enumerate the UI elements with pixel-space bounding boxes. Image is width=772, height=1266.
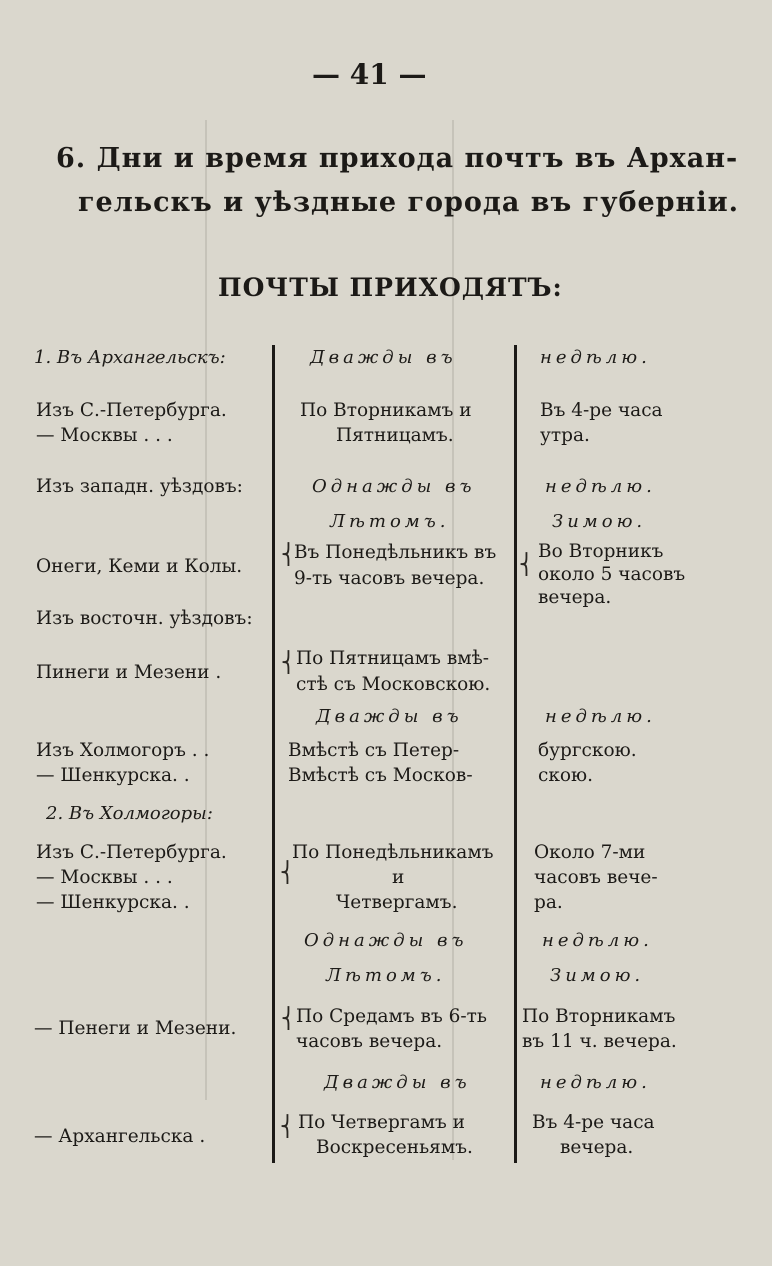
brace-icon: ⎨	[281, 650, 296, 674]
season-summer: Лѣтомъ.	[326, 965, 446, 986]
arrival-time-cont: вечера.	[560, 1137, 634, 1158]
arrival-time: Во Вторникъ	[538, 541, 664, 562]
origin-western-districts: Изъ западн. уѣздовъ:	[36, 476, 243, 497]
origin-onega: Онеги, Кеми и Колы.	[36, 556, 243, 577]
origin-shenkursk: — Шенкурска. .	[36, 892, 190, 913]
frequency-twice: Дважды въ	[310, 347, 457, 368]
arrival-days-cont: Пятницамъ.	[336, 425, 454, 446]
season-winter: Зимою.	[552, 511, 647, 532]
arrival-days-cont: и	[392, 867, 405, 888]
table-heading: ПОЧТЫ ПРИХОДЯТЪ:	[218, 273, 563, 302]
brace-icon: ⎨	[280, 860, 295, 884]
brace-icon: ⎨	[519, 552, 534, 576]
arrival-days-cont: Воскресеньямъ.	[316, 1137, 473, 1158]
section-title-line-1: 6. Дни и время прихода почтъ въ Архан-	[56, 143, 739, 174]
section-title-line-2: гельскъ и уѣздные города въ губерніи.	[78, 187, 740, 218]
brace-icon: ⎨	[280, 1114, 295, 1138]
frequency-week: недѣлю.	[545, 476, 656, 497]
arrival-time-cont: часовъ вече-	[534, 867, 658, 888]
arrival-days: По Средамъ въ 6-ть	[296, 1006, 487, 1027]
origin-pinega: Пинеги и Мезени .	[36, 662, 222, 683]
origin-kholmogory: Изъ Холмогоръ . .	[36, 740, 210, 761]
arrival-time: бургскою.	[538, 740, 637, 761]
origin-spb: Изъ С.-Петербурга.	[36, 842, 227, 863]
origin-moscow: — Москвы . . .	[36, 867, 173, 888]
frequency-week: недѣлю.	[542, 930, 653, 951]
arrival-days-cont: Четвергамъ.	[336, 892, 458, 913]
arrival-time-cont: утра.	[540, 425, 590, 446]
frequency-week: недѣлю.	[540, 1072, 651, 1093]
arrival-days-cont: 9-ть часовъ вечера.	[294, 568, 485, 589]
frequency-once: Однажды въ	[304, 930, 468, 951]
arrival-time: Около 7-ми	[534, 842, 646, 863]
arrival-days: По Пятницамъ вмѣ-	[296, 648, 490, 669]
frequency-twice: Дважды въ	[324, 1072, 471, 1093]
brace-icon: ⎨	[281, 1006, 296, 1030]
arrival-days: Вмѣстѣ съ Петер-	[288, 740, 460, 761]
arrival-time: По Вторникамъ	[522, 1006, 676, 1027]
section-heading-arkhangelsk: 1. Въ Архангельскъ:	[34, 347, 226, 368]
arrival-time-cont: вечера.	[538, 587, 612, 608]
origin-spb: Изъ С.-Петербурга.	[36, 400, 227, 421]
origin-moscow: — Москвы . . .	[36, 425, 173, 446]
brace-icon: ⎨	[281, 542, 296, 566]
arrival-time-cont: въ 11 ч. вечера.	[522, 1031, 677, 1052]
column-divider-right	[514, 345, 517, 1163]
origin-arkhangelsk: — Архангельска .	[34, 1126, 206, 1147]
frequency-twice: Дважды въ	[316, 706, 463, 727]
arrival-time-cont: скою.	[538, 765, 594, 786]
season-winter: Зимою.	[550, 965, 645, 986]
arrival-days: Въ Понедѣльникъ въ	[294, 542, 497, 563]
arrival-time: Въ 4-ре часа	[532, 1112, 655, 1133]
frequency-week: недѣлю.	[545, 706, 656, 727]
frequency-once: Однажды въ	[312, 476, 476, 497]
arrival-time: Въ 4-ре часа	[540, 400, 663, 421]
arrival-days-cont: стѣ съ Московскою.	[296, 674, 491, 695]
page-number: — 41 —	[312, 58, 427, 91]
frequency-week: недѣлю.	[540, 347, 651, 368]
arrival-days-cont: Вмѣстѣ съ Москов-	[288, 765, 473, 786]
arrival-days: По Четвергамъ и	[298, 1112, 465, 1133]
arrival-time-cont: ра.	[534, 892, 563, 913]
arrival-days-cont: часовъ вечера.	[296, 1031, 443, 1052]
column-divider-left	[272, 345, 275, 1163]
origin-eastern-districts: Изъ восточн. уѣздовъ:	[36, 608, 253, 629]
origin-pinega: — Пенеги и Мезени.	[34, 1018, 237, 1039]
arrival-days: По Вторникамъ и	[300, 400, 472, 421]
origin-shenkursk: — Шенкурска. .	[36, 765, 190, 786]
arrival-time-cont: около 5 часовъ	[538, 564, 686, 585]
arrival-days: По Понедѣльникамъ	[292, 842, 494, 863]
section-heading-kholmogory: 2. Въ Холмогоры:	[46, 803, 213, 824]
season-summer: Лѣтомъ.	[330, 511, 450, 532]
